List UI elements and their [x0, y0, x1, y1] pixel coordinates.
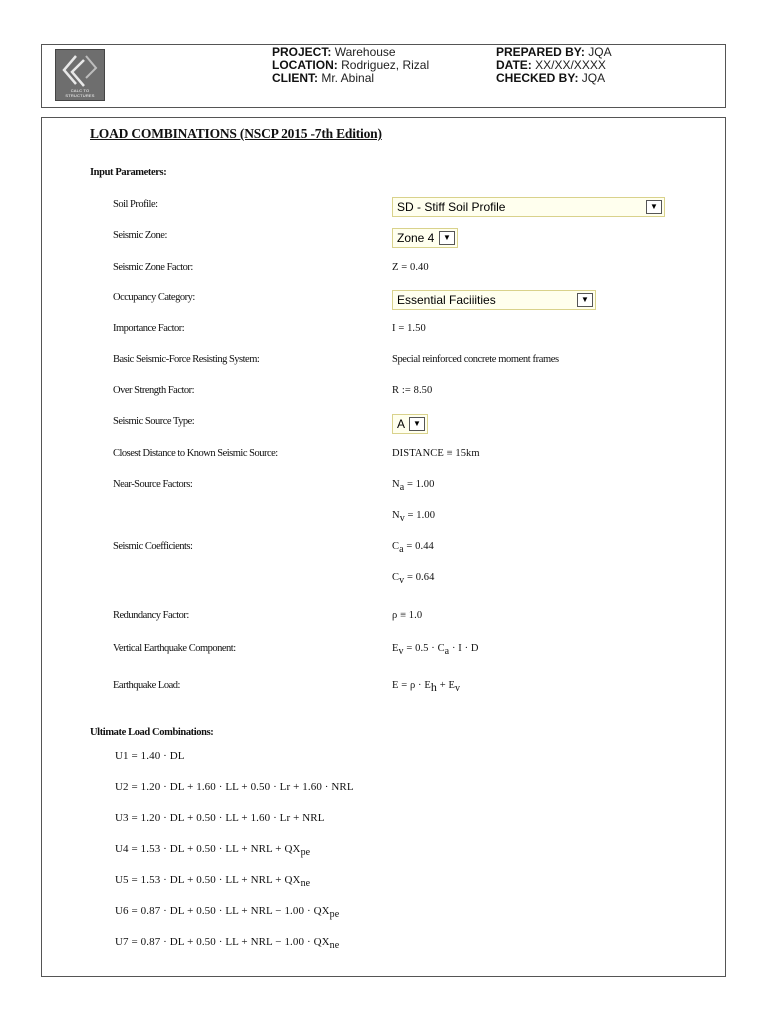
combo-u1: U1 = 1.40 · DL: [115, 750, 185, 762]
seismic-zone-select[interactable]: [392, 228, 458, 248]
system-value: Special reinforced concrete moment frames: [392, 354, 559, 365]
soil-profile-value: SD - Stiff Soil Profile: [397, 200, 506, 214]
client-value: Mr. Abinal: [321, 71, 375, 85]
combo-u6: U6 = 0.87 · DL + 0.50 · LL + NRL − $1.00 \cdot QX_{pe}$: [115, 905, 340, 920]
checked-label: CHECKED BY:: [496, 71, 579, 85]
combo-u2: U2 = 1.20 · DL + 1.60 · LL + 0.50 · Lr + 1.60 · NRL: [115, 781, 354, 793]
occupancy-value: Essential Faciiities: [397, 293, 496, 307]
ultimate-section-heading: Ultimate Load Combinations:: [90, 727, 214, 738]
system-label: Basic Seismic-Force Resisting System:: [113, 354, 260, 365]
combo-u7: U7 = 0.87 · DL + 0.50 · LL + NRL − $1.00 \cdot QX_{ne}$: [115, 936, 340, 951]
project-value: Warehouse: [334, 45, 396, 59]
date-value: XX/XX/XXXX: [535, 58, 606, 72]
prepared-info: [496, 46, 612, 85]
occupancy-select[interactable]: [392, 290, 596, 310]
e-formula: $E = \rho \cdot E_h + E_v$: [392, 680, 461, 694]
near-source-label: Near-Source Factors:: [113, 479, 193, 490]
prepared-label: PREPARED BY:: [496, 45, 585, 59]
chevron-down-icon[interactable]: ▼: [646, 200, 662, 214]
zone-factor-value: Z = 0.40: [392, 262, 429, 273]
input-section-heading: Input Parameters:: [90, 167, 167, 178]
date-label: DATE:: [496, 58, 532, 72]
source-type-value: A: [397, 417, 406, 431]
vertical-label: Vertical Earthquake Component:: [113, 643, 236, 654]
logo-mark-icon: [56, 52, 104, 92]
soil-profile-label: Soil Profile:: [113, 199, 158, 210]
coeff-label: Seismic Coefficients:: [113, 541, 193, 552]
chevron-down-icon[interactable]: ▼: [577, 293, 593, 307]
company-logo: [55, 49, 105, 101]
combo-u5: U5 = 1.53 · DL + 0.50 · LL + NRL + $QX_{ne}$: [115, 874, 311, 889]
na-value: $N_a = 1.00$: [392, 479, 435, 493]
source-type-label: Seismic Source Type:: [113, 416, 195, 427]
distance-value: DISTANCE ≡ 15km: [392, 448, 480, 459]
nv-value: $N_v = 1.00$: [392, 510, 436, 524]
location-value: Rodriguez, Rizal: [341, 58, 430, 72]
ca-value: $C_a = 0.44$: [392, 541, 434, 555]
seismic-zone-value: Zone 4: [397, 231, 435, 245]
cv-value: $C_v = 0.64$: [392, 572, 435, 586]
overstrength-label: Over Strength Factor:: [113, 385, 195, 396]
redundancy-label: Redundancy Factor:: [113, 610, 189, 621]
soil-profile-select[interactable]: [392, 197, 665, 217]
source-type-select[interactable]: [392, 414, 428, 434]
seismic-zone-label: Seismic Zone:: [113, 230, 167, 241]
occupancy-label: Occupancy Category:: [113, 292, 195, 303]
page-title: LOAD COMBINATIONS (NSCP 2015 -7th Edition): [90, 126, 382, 141]
overstrength-value: R := 8.50: [392, 385, 433, 396]
importance-label: Importance Factor:: [113, 323, 185, 334]
logo-caption: CALC TO STRUCTURES: [65, 88, 95, 98]
combo-u3: U3 = 1.20 · DL + 0.50 · LL + 1.60 · Lr + NRL: [115, 812, 325, 824]
project-info: [272, 46, 429, 85]
project-label: PROJECT:: [272, 45, 332, 59]
eq-load-label: Earthquake Load:: [113, 680, 180, 691]
zone-factor-label: Seismic Zone Factor:: [113, 262, 193, 273]
prepared-value: JQA: [588, 45, 612, 59]
client-label: CLIENT:: [272, 71, 318, 85]
combo-u4: U4 = 1.53 · DL + 0.50 · LL + NRL + $QX_{pe}$: [115, 843, 311, 858]
importance-value: I = 1.50: [392, 323, 426, 334]
distance-label: Closest Distance to Known Seismic Source:: [113, 448, 278, 459]
redundancy-value: ρ ≡ 1.0: [392, 610, 423, 621]
location-label: LOCATION:: [272, 58, 338, 72]
ev-formula: $E_v = 0.5 \cdot C_a \cdot I \cdot D$: [392, 643, 479, 657]
checked-value: JQA: [581, 71, 606, 85]
chevron-down-icon[interactable]: ▼: [439, 231, 455, 245]
chevron-down-icon[interactable]: ▼: [409, 417, 425, 431]
